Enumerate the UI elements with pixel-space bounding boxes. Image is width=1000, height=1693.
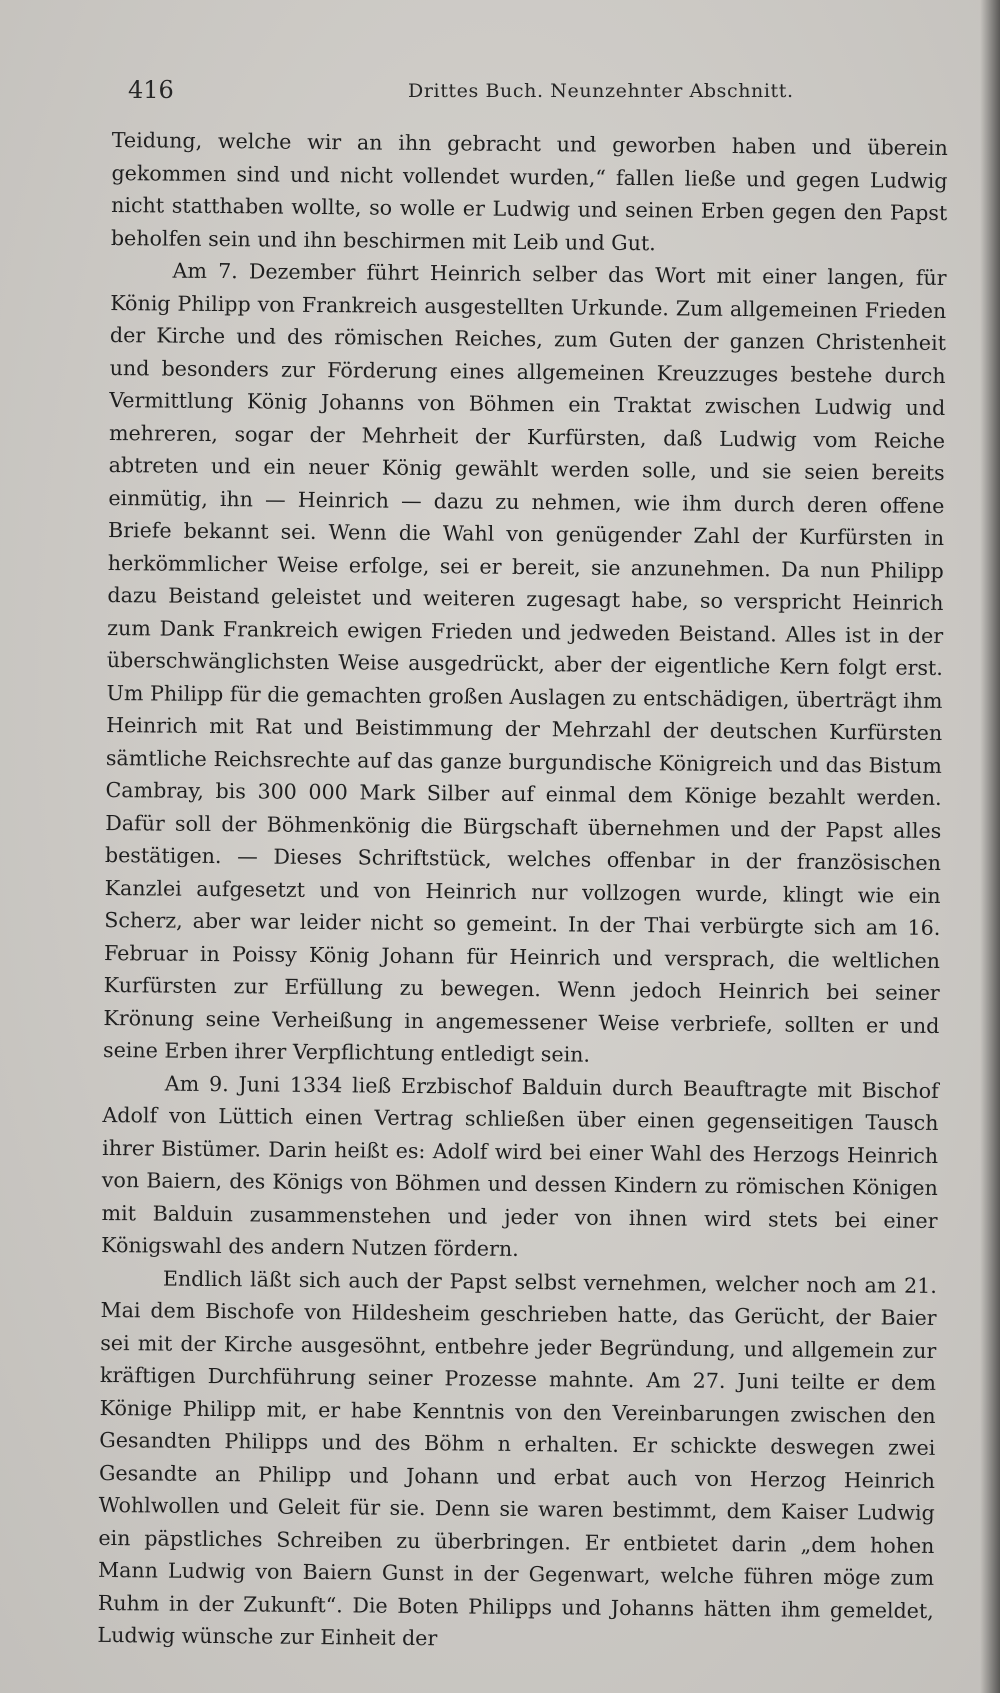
page-header (128, 76, 940, 106)
page-edge-shadow (980, 0, 1000, 1693)
body-text (97, 124, 948, 1659)
paragraph-continued: Teidung, welche wir an ihn gebracht und geworben haben und überein gekommen sind und nicht vollendet wurden,“ fallen ließe und gegen Ludwig nicht statthaben wollte, so wolle er Ludwig und seinen Erben gegen den Papst beholfen sein und ihn beschirmen mit Leib und Gut. (110, 127, 948, 255)
paragraph: Endlich läßt sich auch der Papst selbst vernehmen, welcher noch am 21. Mai dem Bischofe von Hildesheim geschrieben hatte, das Gerücht, der Baier sei mit der Kirche ausgesöhnt, entbehre jeder Begründung, und allgemein zur kräftigen Durchführung seiner Prozesse mahnte. Am 27. Juni teilte er dem Könige Philipp mit, er habe Kenntnis von den Vereinbarungen zwischen den Gesandten Philipps und des Böhm n erhalten. Er schickte deswegen zwei Gesandte an Philipp und Johann und erbat auch von Herzog Heinrich Wohlwollen und Geleit für sie. Denn sie waren bestimmt, dem Kaiser Ludwig ein päpstliches Schreiben zu überbringen. Er entbietet darin „dem hohen Mann Ludwig von Baiern Gunst in der Gegenwart, welche führen möge zum Ruhm in der Zukunft“. Die Boten Philipps und Johanns hätten ihm gemeldet, Ludwig wünsche zur Einheit der (97, 1266, 938, 1651)
page-number: 416 (128, 76, 174, 104)
paragraph: Am 9. Juni 1334 ließ Erzbischof Balduin durch Beauftragte mit Bischof Adolf von Lüttich einen Vertrag schließen über einen gegenseitigen Tausch ihrer Bistümer. Darin heißt es: Adolf wird bei einer Wahl des Herzogs Heinrich von Baiern, des Königs von Böhmen und dessen Kindern zu römischen Königen mit Balduin zusammenstehen und jeder von ihnen wird stets bei einer Königswahl des andern Nutzen fördern. (101, 1071, 939, 1261)
running-head: Drittes Buch. Neunzehnter Abschnitt. (408, 80, 794, 102)
paragraph: Am 7. Dezember führt Heinrich selber das Wort mit einer langen, für König Philipp von Frankreich ausgestellten Urkunde. Zum allgemeinen Frieden der Kirche und des römischen Reiches, zum Guten der ganzen Christenheit und besonders zur Förderung eines allgemeinen Kreuzzuges bestehe durch Vermittlung König Johanns von Böhmen ein Traktat zwischen Ludwig und mehreren, sogar der Mehrheit der Kurfürsten, daß Ludwig vom Reiche abtreten und ein neuer König gewählt werden solle, und sie seien bereits einmütig, ihn — Heinrich — dazu zu nehmen, wie ihm durch deren offene Briefe bekannt sei. Wenn die Wahl von genügender Zahl der Kurfürsten in herkömmlicher Weise erfolge, sei er bereit, sie anzunehmen. Da nun Philipp dazu Beistand geleistet und weiteren zugesagt habe, so verspricht Heinrich zum Dank Frankreich ewigen Frieden und jedweden Beistand. Alles ist in der überschwänglichsten Weise ausgedrückt, aber der eigentliche Kern folgt erst. Um Philipp für die gemachten großen Auslagen zu entschädigen, überträgt ihm Heinrich mit Rat und Beistimmung der Mehrzahl der deutschen Kurfürsten sämtliche Reichsrechte auf das ganze burgundische Königreich und das Bistum Cambray, bis 300 000 Mark Silber auf einmal dem Könige bezahlt werden. Dafür soll der Böhmenkönig die Bürgschaft übernehmen und der Papst alles bestätigen. — Dieses Schriftstück, welches offenbar in der französischen Kanzlei aufgesetzt und von Heinrich nur vollzogen wurde, klingt wie ein Scherz, aber war leider nicht so gemeint. In der Thai verbürgte sich am 16. Februar in Poissy König Johann für Heinrich und versprach, die weltlichen Kurfürsten zur Erfüllung zu bewegen. Wenn jedoch Heinrich bei seiner Krönung seine Verheißung in angemessener Weise verbriefe, sollten er und seine Erben ihrer Verpflichtung entledigt sein. (102, 258, 947, 1067)
